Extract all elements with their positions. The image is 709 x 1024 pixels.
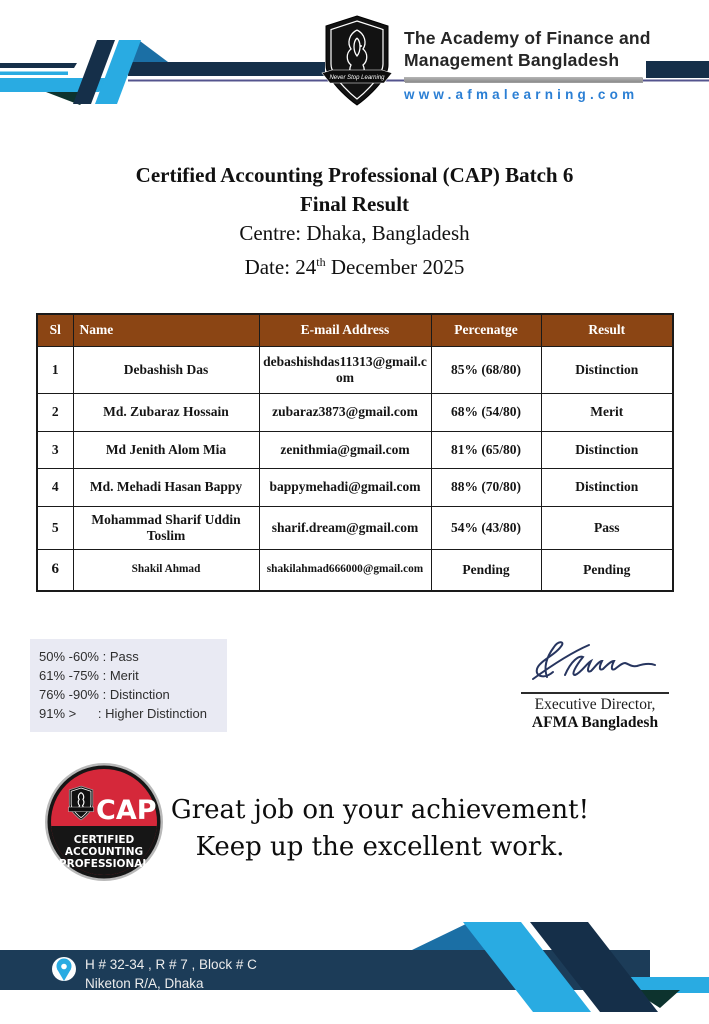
cell-email: debashishdas11313@gmail.com [259, 346, 431, 393]
address-line2: Niketon R/A, Dhaka [85, 976, 204, 991]
grade-distinction: 76% -90% : Distinction [39, 687, 170, 702]
cell-sl: 4 [37, 468, 73, 506]
signature-rule [521, 692, 669, 694]
badge-line2: ACCOUNTING [64, 846, 144, 858]
title-block [0, 161, 709, 282]
cell-result: Distinction [541, 468, 673, 506]
col-header-result: Result [541, 314, 673, 346]
cell-result: Merit [541, 393, 673, 431]
message-line2: Keep up the excellent work. [195, 832, 565, 862]
cell-sl: 2 [37, 393, 73, 431]
cell-result: Distinction [541, 346, 673, 393]
date-line: Date: 24th December 2025 [244, 255, 465, 279]
grade-higher-distinction: 91% > : Higher Distinction [39, 706, 207, 721]
signature-icon [520, 634, 670, 686]
cell-email: bappymehadi@gmail.com [259, 468, 431, 506]
cell-sl: 3 [37, 431, 73, 468]
col-header-sl: Sl [37, 314, 73, 346]
signatory-role: Executive Director, [534, 696, 656, 713]
table-row [37, 431, 673, 468]
col-header-email: E-mail Address [259, 314, 431, 346]
cell-name: Md. Zubaraz Hossain [73, 393, 259, 431]
address-line1: H # 32-34 , R # 7 , Block # C [85, 957, 257, 972]
cell-email: zubaraz3873@gmail.com [259, 393, 431, 431]
badge-line3: PROFESSIONAL [58, 858, 150, 870]
table-row [37, 393, 673, 431]
badge-acronym: CAP [96, 795, 157, 826]
org-name-line2: Management Bangladesh [404, 50, 620, 70]
table-row [37, 549, 673, 591]
cell-percentage: 68% (54/80) [431, 393, 541, 431]
grading-legend [30, 639, 227, 732]
document-title-line2: Final Result [299, 192, 410, 216]
col-header-name: Name [73, 314, 259, 346]
table-row [37, 346, 673, 393]
cell-sl: 5 [37, 506, 73, 549]
cell-name: Debashish Das [73, 346, 259, 393]
footer-address [85, 955, 257, 993]
cell-result: Pass [541, 506, 673, 549]
signature-block [497, 634, 693, 732]
cell-email: sharif.dream@gmail.com [259, 506, 431, 549]
location-pin-icon [52, 957, 76, 981]
afma-logo-shield-icon [320, 13, 394, 109]
col-header-percentage: Percenatge [431, 314, 541, 346]
table-row [37, 506, 673, 549]
cell-sl: 6 [37, 549, 73, 591]
cell-result: Pending [541, 549, 673, 591]
centre-line: Centre: Dhaka, Bangladesh [239, 221, 470, 245]
cell-email: zenithmia@gmail.com [259, 431, 431, 468]
signatory-org: AFMA Bangladesh [531, 714, 659, 731]
cell-name: Mohammad Sharif Uddin Toslim [73, 506, 259, 549]
cell-percentage: 54% (43/80) [431, 506, 541, 549]
congratulation-message [150, 792, 610, 866]
cell-email: shakilahmad666000@gmail.com [259, 549, 431, 591]
cell-percentage: 88% (70/80) [431, 468, 541, 506]
badge-line1: CERTIFIED [73, 834, 135, 846]
cap-badge-icon [44, 762, 164, 882]
org-header [404, 27, 656, 102]
table-header-row [37, 314, 673, 346]
document-title-line1: Certified Accounting Professional (CAP) Batch 6 [135, 163, 574, 187]
cell-name: Shakil Ahmad [73, 549, 259, 591]
cell-name: Md Jenith Alom Mia [73, 431, 259, 468]
table-row [37, 468, 673, 506]
website-link[interactable]: www.afmalearning.com [404, 87, 639, 102]
cell-sl: 1 [37, 346, 73, 393]
cell-percentage: 85% (68/80) [431, 346, 541, 393]
org-name-line1: The Academy of Finance and [404, 28, 651, 48]
cell-percentage: 81% (65/80) [431, 431, 541, 468]
grade-pass: 50% -60% : Pass [39, 649, 139, 664]
results-table [36, 313, 674, 592]
grade-merit: 61% -75% : Merit [39, 668, 139, 683]
cell-percentage: Pending [431, 549, 541, 591]
message-line1: Great job on your achievement! [170, 795, 590, 825]
logo-banner-text: Never Stop Learning [329, 75, 385, 81]
cell-name: Md. Mehadi Hasan Bappy [73, 468, 259, 506]
org-divider [404, 77, 642, 82]
cell-result: Distinction [541, 431, 673, 468]
